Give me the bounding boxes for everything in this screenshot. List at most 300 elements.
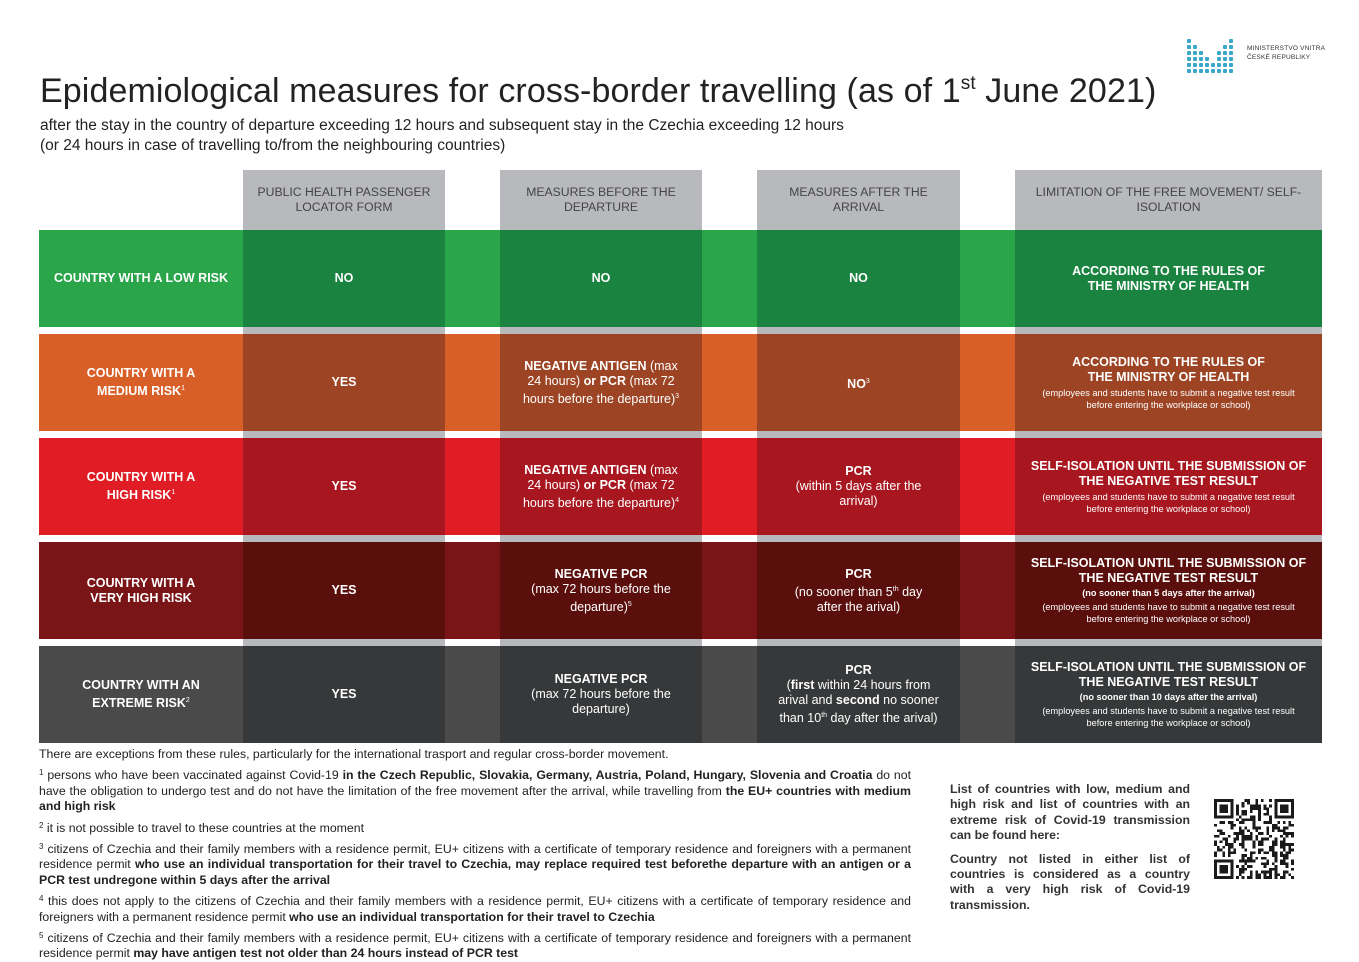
footnote-bold: in the Czech Republic, Slovakia, Germany, Austria, Poland, Hungary, Slovenia and Croatia (342, 768, 873, 783)
qr-module (1283, 873, 1286, 876)
qr-module (1222, 871, 1225, 874)
footnote-ref: 2 (185, 697, 190, 704)
logo-dot (1211, 69, 1215, 73)
qr-module (1288, 843, 1291, 846)
qr-module (1283, 816, 1286, 819)
qr-module (1272, 843, 1275, 846)
qr-module (1272, 868, 1275, 871)
spacer (445, 334, 500, 431)
qr-module (1250, 860, 1253, 863)
qr-module (1291, 813, 1294, 816)
title-main: Epidemiological measures for cross-border travelling (as of 1 (40, 72, 961, 110)
qr-module (1261, 849, 1264, 852)
after-arrival-cell (757, 646, 960, 743)
ministry-logo-text (1247, 44, 1325, 62)
logo-dot (1217, 51, 1221, 55)
qr-module (1225, 810, 1228, 813)
page-subtitle (40, 116, 844, 156)
qr-module (1261, 799, 1264, 802)
logo-dot (1223, 57, 1227, 61)
qr-module (1242, 821, 1245, 824)
qr-module (1275, 854, 1278, 857)
qr-module (1247, 829, 1250, 832)
locator-value: YES (331, 583, 357, 597)
qr-module (1264, 807, 1267, 810)
qr-module (1242, 832, 1245, 835)
row-divider-gray (243, 431, 445, 438)
qr-module (1231, 805, 1234, 808)
qr-module (1214, 816, 1217, 819)
row-divider-gray (1015, 431, 1322, 438)
qr-module (1236, 807, 1239, 810)
qr-module (1286, 854, 1289, 857)
qr-module (1266, 813, 1269, 816)
after-text: day after the arival) (827, 711, 938, 725)
qr-module (1217, 835, 1220, 838)
qr-module (1264, 862, 1267, 865)
logo-dot (1187, 63, 1191, 67)
logo-dot (1229, 51, 1233, 55)
before-strong: NEGATIVE ANTIGEN (524, 462, 647, 477)
qr-module (1291, 799, 1294, 802)
row-divider-gray (1015, 535, 1322, 542)
qr-module (1288, 816, 1291, 819)
qr-module (1283, 846, 1286, 849)
qr-module (1244, 835, 1247, 838)
qr-module (1286, 827, 1289, 830)
qr-module (1258, 813, 1261, 816)
page-title (40, 72, 1156, 111)
logo-line-2: ČESKÉ REPUBLIKY (1247, 54, 1311, 61)
qr-module (1228, 843, 1231, 846)
qr-module (1253, 816, 1256, 819)
qr-module (1247, 838, 1250, 841)
qr-module (1239, 821, 1242, 824)
qr-module (1253, 860, 1256, 863)
qr-module (1280, 816, 1283, 819)
before-strong: NEGATIVE PCR (554, 566, 648, 581)
qr-module (1264, 805, 1267, 808)
qr-module (1250, 807, 1253, 810)
qr-module (1269, 849, 1272, 852)
before-departure-cell (500, 230, 702, 327)
logo-dot (1187, 45, 1191, 49)
qr-module (1255, 835, 1258, 838)
spacer (960, 230, 1015, 327)
qr-module (1288, 799, 1291, 802)
qr-module (1239, 829, 1242, 832)
spacer (960, 438, 1015, 535)
ministry-logo (1187, 33, 1325, 73)
qr-module (1214, 807, 1217, 810)
qr-module (1283, 871, 1286, 874)
qr-module (1239, 816, 1242, 819)
qr-module (1228, 816, 1231, 819)
qr-code-icon[interactable] (1214, 799, 1294, 879)
qr-module (1255, 857, 1258, 860)
qr-module (1258, 849, 1261, 852)
qr-module (1244, 799, 1247, 802)
qr-module (1233, 849, 1236, 852)
limitation-note: (employees and students have to submit a negative test result before entering the workplace or school) (1042, 387, 1295, 410)
qr-module (1222, 854, 1225, 857)
qr-module (1291, 849, 1294, 852)
qr-module (1236, 813, 1239, 816)
qr-module (1255, 829, 1258, 832)
after-text: (within 5 days after the arrival) (795, 479, 922, 508)
qr-module (1214, 871, 1217, 874)
after-strong: PCR (845, 663, 872, 677)
country-list-info (950, 782, 1190, 913)
qr-module (1231, 813, 1234, 816)
logo-dot (1211, 63, 1215, 67)
row-label-text: COUNTRY WITH A LOW RISK (53, 271, 229, 285)
qr-module (1231, 824, 1234, 827)
qr-module (1242, 829, 1245, 832)
qr-module (1250, 818, 1253, 821)
qr-module (1231, 816, 1234, 819)
after-strong: NO (849, 271, 868, 285)
row-divider-gray (757, 535, 960, 542)
spacer (702, 334, 757, 431)
qr-module (1220, 868, 1223, 871)
qr-module (1272, 840, 1275, 843)
qr-module (1250, 865, 1253, 868)
qr-module (1291, 862, 1294, 865)
qr-module (1264, 876, 1267, 879)
qr-module (1231, 799, 1234, 802)
qr-module (1244, 854, 1247, 857)
qr-module (1261, 862, 1264, 865)
qr-module (1250, 835, 1253, 838)
after-bold: first (790, 678, 815, 692)
qr-module (1250, 871, 1253, 874)
qr-module (1225, 860, 1228, 863)
qr-module (1244, 818, 1247, 821)
qr-module (1231, 876, 1234, 879)
locator-form-cell (243, 646, 445, 743)
qr-module (1261, 843, 1264, 846)
qr-module (1233, 832, 1236, 835)
qr-module (1291, 802, 1294, 805)
qr-module (1283, 876, 1286, 879)
qr-module (1247, 860, 1250, 863)
qr-module (1280, 843, 1283, 846)
qr-module (1286, 805, 1289, 808)
footnote-4 (39, 891, 911, 925)
row-label-text: COUNTRY WITH A VERY HIGH RISK (86, 575, 196, 605)
qr-module (1277, 821, 1280, 824)
table-header-row (39, 168, 1322, 230)
footnotes (39, 747, 911, 962)
qr-module (1220, 840, 1223, 843)
qr-module (1286, 810, 1289, 813)
qr-module (1220, 860, 1223, 863)
qr-module (1275, 871, 1278, 874)
locator-form-cell (243, 438, 445, 535)
footnote-number: 4 (39, 894, 44, 904)
qr-module (1283, 829, 1286, 832)
after-bold: second (835, 693, 880, 707)
footnote-1 (39, 765, 911, 814)
qr-module (1288, 824, 1291, 827)
footnote-5 (39, 928, 911, 962)
qr-module (1217, 860, 1220, 863)
title-end: June 2021) (975, 72, 1157, 110)
qr-module (1266, 851, 1269, 854)
qr-module (1220, 871, 1223, 874)
row-label-text: COUNTRY WITH A HIGH RISK (86, 470, 196, 502)
qr-module (1261, 838, 1264, 841)
qr-module (1291, 876, 1294, 879)
qr-module (1239, 827, 1242, 830)
row-divider-gray (757, 639, 960, 646)
qr-module (1280, 840, 1283, 843)
qr-module (1264, 838, 1267, 841)
qr-module (1275, 857, 1278, 860)
qr-module (1242, 810, 1245, 813)
qr-module (1255, 827, 1258, 830)
qr-module (1214, 868, 1217, 871)
qr-module (1236, 835, 1239, 838)
logo-dot (1223, 63, 1227, 67)
qr-module (1261, 857, 1264, 860)
after-arrival-cell (757, 334, 960, 431)
qr-module (1275, 840, 1278, 843)
qr-module (1242, 840, 1245, 843)
qr-module (1247, 835, 1250, 838)
after-text-b: day after the arival) (816, 584, 923, 614)
qr-module (1214, 802, 1217, 805)
qr-module (1283, 821, 1286, 824)
qr-module (1280, 846, 1283, 849)
qr-module (1266, 860, 1269, 863)
qr-module (1217, 816, 1220, 819)
measures-table (39, 168, 1322, 743)
spacer (445, 646, 500, 743)
qr-module (1242, 860, 1245, 863)
qr-module (1255, 876, 1258, 879)
qr-module (1217, 829, 1220, 832)
locator-form-cell (243, 542, 445, 639)
qr-module (1233, 824, 1236, 827)
qr-module (1283, 827, 1286, 830)
logo-dot (1223, 45, 1227, 49)
qr-module (1266, 876, 1269, 879)
qr-module (1222, 868, 1225, 871)
qr-module (1236, 865, 1239, 868)
qr-module (1253, 807, 1256, 810)
qr-module (1236, 838, 1239, 841)
qr-module (1225, 799, 1228, 802)
after-text-a: (no sooner than 5 (794, 584, 893, 599)
table-row-high-risk (39, 438, 1322, 535)
limitation-cell (1015, 230, 1322, 327)
limitation-strong: ACCORDING TO THE RULES OF THE MINISTRY OF HEALTH (1072, 354, 1265, 384)
footnote-number: 1 (39, 768, 44, 778)
qr-module (1222, 846, 1225, 849)
after-text: ( (786, 678, 791, 692)
row-divider-gray (243, 535, 445, 542)
logo-dot (1211, 57, 1215, 61)
qr-module (1283, 799, 1286, 802)
qr-module (1242, 805, 1245, 808)
qr-module (1264, 873, 1267, 876)
qr-module (1244, 813, 1247, 816)
qr-module (1266, 838, 1269, 841)
qr-module (1264, 857, 1267, 860)
after-arrival-cell (757, 230, 960, 327)
qr-module (1231, 821, 1234, 824)
qr-module (1231, 873, 1234, 876)
spacer (702, 542, 757, 639)
after-text: no sooner than 10 (779, 693, 939, 725)
row-divider-gray (1015, 639, 1322, 646)
qr-module (1222, 816, 1225, 819)
qr-module (1242, 865, 1245, 868)
before-strong-b: or PCR (583, 477, 626, 492)
qr-module (1291, 816, 1294, 819)
qr-module (1222, 865, 1225, 868)
logo-dot (1223, 51, 1227, 55)
title-sup: st (960, 73, 976, 94)
qr-module (1264, 865, 1267, 868)
qr-module (1225, 843, 1228, 846)
qr-module (1253, 805, 1256, 808)
qr-module (1277, 816, 1280, 819)
before-text: (max 72 hours before the departure) (531, 687, 671, 716)
footnote-ref: 1 (181, 385, 185, 392)
qr-module (1220, 799, 1223, 802)
subtitle-line-2: (or 24 hours in case of travelling to/from the neighbouring countries) (40, 137, 506, 154)
spacer (960, 542, 1015, 639)
row-divider-gray (757, 327, 960, 334)
qr-module (1247, 857, 1250, 860)
qr-module (1275, 810, 1278, 813)
qr-module (1272, 862, 1275, 865)
before-text-a: (max 24 hours) (527, 462, 678, 492)
qr-module (1280, 851, 1283, 854)
qr-module (1244, 827, 1247, 830)
column-header-after-arrival: MEASURES AFTER THE ARRIVAL (757, 170, 960, 230)
qr-module (1291, 824, 1294, 827)
qr-module (1220, 876, 1223, 879)
qr-module (1286, 843, 1289, 846)
logo-dot (1199, 39, 1203, 43)
qr-module (1286, 832, 1289, 835)
logo-dot (1193, 69, 1197, 73)
qr-module (1214, 865, 1217, 868)
qr-module (1277, 873, 1280, 876)
qr-module (1214, 824, 1217, 827)
qr-module (1258, 818, 1261, 821)
row-divider-gray (500, 327, 702, 334)
qr-module (1231, 868, 1234, 871)
qr-module (1286, 807, 1289, 810)
qr-module (1275, 816, 1278, 819)
qr-module (1275, 865, 1278, 868)
qr-module (1250, 805, 1253, 808)
qr-module (1214, 835, 1217, 838)
qr-module (1214, 810, 1217, 813)
locator-value: NO (334, 271, 354, 285)
qr-module (1242, 846, 1245, 849)
qr-module (1258, 873, 1261, 876)
qr-module (1214, 860, 1217, 863)
qr-module (1233, 851, 1236, 854)
qr-module (1228, 876, 1231, 879)
after-text: within 24 hours from arival and (778, 678, 931, 707)
qr-module (1283, 854, 1286, 857)
logo-dot (1217, 57, 1221, 61)
qr-module (1288, 821, 1291, 824)
qr-module (1244, 860, 1247, 863)
qr-module (1250, 876, 1253, 879)
qr-module (1275, 851, 1278, 854)
qr-module (1214, 854, 1217, 857)
limitation-note: (employees and students have to submit a negative test result before entering the workplace or school) (1042, 706, 1295, 728)
qr-module (1242, 876, 1245, 879)
footnote-ref: 5 (627, 600, 632, 608)
limitation-strong: SELF-ISOLATION UNTIL THE SUBMISSION OF THE NEGATIVE TEST RESULT (1030, 660, 1307, 689)
qr-module (1258, 876, 1261, 879)
qr-module (1280, 862, 1283, 865)
qr-module (1231, 865, 1234, 868)
qr-module (1269, 871, 1272, 874)
qr-module (1250, 873, 1253, 876)
qr-module (1258, 810, 1261, 813)
qr-module (1258, 827, 1261, 830)
qr-module (1222, 876, 1225, 879)
qr-module (1255, 871, 1258, 874)
limitation-cell (1015, 334, 1322, 431)
spacer (702, 646, 757, 743)
qr-module (1266, 821, 1269, 824)
qr-module (1286, 835, 1289, 838)
logo-dot (1205, 63, 1209, 67)
footnote-text: it is not possible to travel to these countries at the moment (43, 820, 365, 835)
qr-module (1250, 832, 1253, 835)
qr-module (1222, 807, 1225, 810)
logo-dot (1217, 45, 1221, 49)
qr-module (1214, 851, 1217, 854)
qr-module (1220, 805, 1223, 808)
qr-module (1214, 840, 1217, 843)
unlisted-country-text: Country not listed in either list of countries is considered as a country with a very high risk of Covid-19 transmission. (950, 851, 1190, 912)
column-header-before-departure: MEASURES BEFORE THE DEPARTURE (500, 170, 702, 230)
limitation-strong: ACCORDING TO THE RULES OF THE MINISTRY OF HEALTH (1072, 263, 1265, 293)
qr-module (1272, 846, 1275, 849)
logo-dot (1229, 39, 1233, 43)
logo-dot (1199, 63, 1203, 67)
qr-module (1222, 832, 1225, 835)
footnote-number: 3 (39, 842, 44, 852)
qr-module (1258, 832, 1261, 835)
qr-module (1266, 871, 1269, 874)
before-text-b: (max 72 hours before the departure) (522, 477, 676, 510)
qr-module (1214, 843, 1217, 846)
logo-dot (1193, 51, 1197, 55)
footnote-number: 5 (39, 931, 44, 941)
after-arrival-cell (757, 542, 960, 639)
qr-module (1236, 832, 1239, 835)
qr-module (1242, 835, 1245, 838)
qr-module (1283, 843, 1286, 846)
qr-module (1275, 827, 1278, 830)
qr-module (1291, 810, 1294, 813)
qr-module (1269, 835, 1272, 838)
qr-module (1231, 846, 1234, 849)
